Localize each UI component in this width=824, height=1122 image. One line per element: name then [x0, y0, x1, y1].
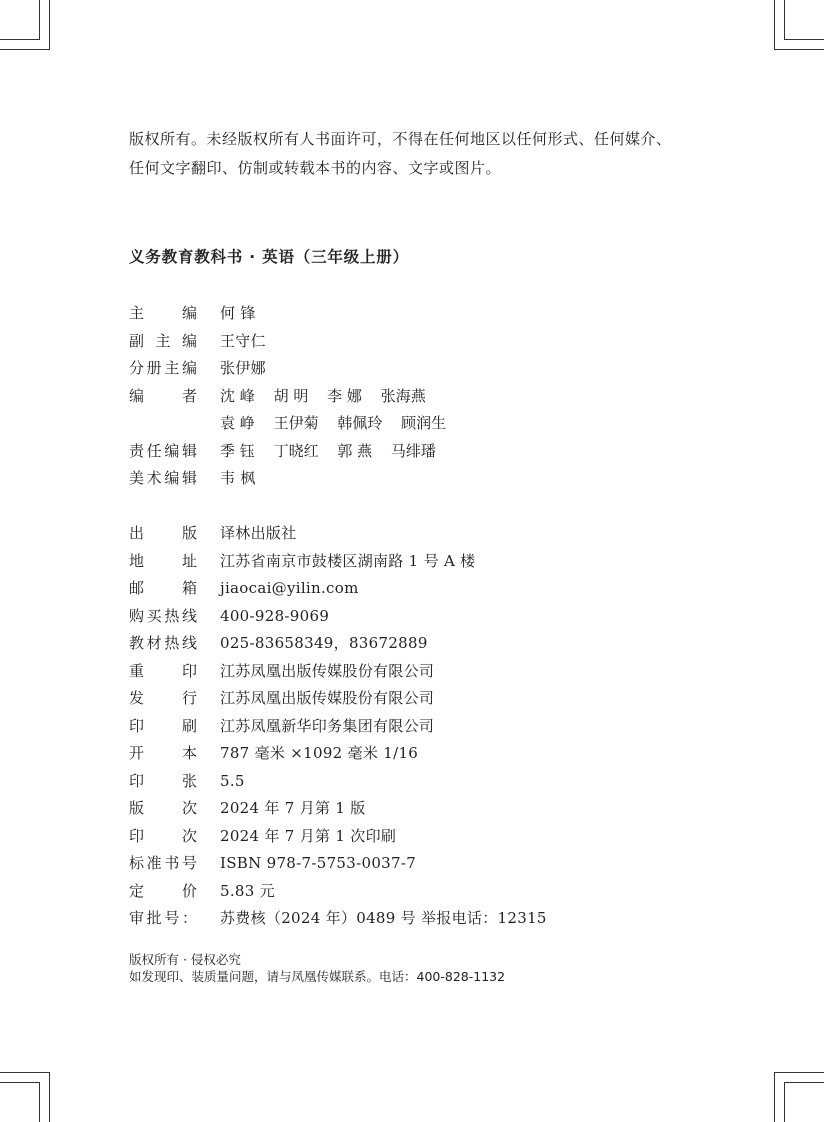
- publication-label: 版 次: [129, 799, 197, 817]
- publication-value: jiaocai@yilin.com: [220, 579, 359, 597]
- copyright-line-1: 版权所有。未经版权所有人书面许可，不得在任何地区以任何形式、任何媒介、: [129, 130, 672, 148]
- publication-label: 印 刷: [129, 716, 197, 735]
- publication-rows: [129, 520, 729, 905]
- crop-mark-top-left-v: [49, 0, 50, 50]
- publication-row: [129, 768, 729, 796]
- publication-row: [129, 740, 729, 768]
- publication-row: [129, 878, 729, 906]
- crop-mark-bottom-right-h: [774, 1072, 824, 1073]
- label-chief-editor: 主 编: [129, 304, 197, 322]
- book-title: 义务教育教科书 · 英语（三年级上册）: [129, 248, 409, 266]
- footer-notice: [129, 951, 505, 985]
- publication-value: 025-83658349，83672889: [220, 634, 428, 652]
- row-authors-2: [129, 410, 729, 438]
- copyright-notice: [129, 125, 729, 183]
- crop-mark-top-right-h2: [784, 39, 824, 40]
- crop-mark-bottom-left-h: [0, 1072, 50, 1073]
- publication-row: [129, 603, 729, 631]
- crop-mark-top-right-v2: [784, 0, 785, 40]
- crop-mark-top-left-h2: [0, 39, 40, 40]
- publication-value: 5.83 元: [220, 881, 275, 900]
- publication-row: [129, 850, 729, 878]
- publication-label: 教 材 热 线: [129, 634, 197, 652]
- value-chief-editor: 何 锋: [220, 304, 256, 322]
- publication-label: 印 张: [129, 771, 197, 790]
- publication-label: 购 买 热 线: [129, 606, 197, 625]
- publication-row: [129, 548, 729, 576]
- row-deputy-editor: [129, 328, 729, 356]
- publication-label: 邮 箱: [129, 579, 197, 597]
- editor-name: 马绯璠: [390, 441, 436, 460]
- crop-mark-top-right-h: [774, 49, 824, 50]
- publication-label: 印 次: [129, 826, 197, 845]
- publication-value: ISBN 978-7-5753-0037-7: [220, 854, 417, 872]
- publication-label: 发 行: [129, 689, 197, 707]
- row-volume-chief: [129, 355, 729, 383]
- spacer: [129, 493, 729, 521]
- author-name: 顾润生: [401, 414, 447, 432]
- footer-line-2: 如发现印、装质量问题，请与凤凰传媒联系。电话：400-828-1132: [129, 969, 506, 984]
- publication-row: [129, 658, 729, 686]
- publication-row: [129, 823, 729, 851]
- crop-mark-bottom-right-h2: [784, 1082, 824, 1083]
- publication-label: 定 价: [129, 881, 197, 900]
- row-approval: [129, 905, 729, 933]
- publication-label: 开 本: [129, 744, 197, 762]
- publication-value: 2024 年 7 月第 1 次印刷: [220, 826, 397, 845]
- label-authors: 编 者: [129, 386, 197, 405]
- row-chief-editor: [129, 300, 729, 328]
- row-responsible-editor: [129, 438, 729, 466]
- responsible-editor-names: [220, 438, 436, 466]
- publication-value: 5.5: [220, 771, 245, 790]
- publication-label: 重 印: [129, 661, 197, 680]
- crop-mark-bottom-right-v2: [784, 1082, 785, 1122]
- editor-name: 郭 燕: [337, 441, 373, 460]
- publication-row: [129, 630, 729, 658]
- publication-value: 译林出版社: [220, 524, 297, 542]
- crop-mark-bottom-right-v: [774, 1072, 775, 1122]
- publication-value: 2024 年 7 月第 1 版: [220, 799, 366, 817]
- editor-name: 季 钰: [220, 441, 255, 460]
- publication-value: 787 毫米 ×1092 毫米 1/16: [220, 744, 419, 762]
- publication-value: 江苏凤凰出版传媒股份有限公司: [220, 661, 435, 680]
- authors-names-1: [220, 383, 426, 411]
- label-deputy-editor: 副 主 编: [129, 331, 197, 350]
- publication-value: 400-928-9069: [220, 606, 330, 625]
- crop-mark-top-left-h: [0, 49, 50, 50]
- author-name: 李 娜: [327, 386, 362, 405]
- row-art-editor: [129, 465, 729, 493]
- publication-label: 地 址: [129, 551, 197, 570]
- author-name: 袁 峥: [220, 414, 255, 432]
- publication-row: [129, 795, 729, 823]
- author-name: 韩佩玲: [337, 414, 383, 432]
- row-authors-1: [129, 383, 729, 411]
- publication-label: 出 版: [129, 524, 197, 542]
- copyright-line-2: 任何文字翻印、仿制或转载本书的内容、文字或图片。: [129, 159, 502, 177]
- publication-value: 江苏省南京市鼓楼区湖南路 1 号 A 楼: [220, 551, 476, 570]
- author-name: 张海燕: [380, 386, 426, 405]
- publication-row: [129, 713, 729, 741]
- footer-line-1: 版权所有 · 侵权必究: [129, 952, 241, 967]
- publication-row: [129, 685, 729, 713]
- author-name: 沈 峰: [220, 386, 255, 405]
- label-responsible-editor: 责 任 编 辑: [129, 441, 197, 460]
- value-deputy-editor: 王守仁: [220, 331, 266, 350]
- publication-row: [129, 520, 729, 548]
- colophon-table: [129, 300, 729, 933]
- author-name: 王伊菊: [273, 414, 319, 432]
- crop-mark-bottom-left-h2: [0, 1082, 40, 1083]
- label-approval: 审 批 号 ：: [129, 909, 197, 927]
- editor-name: 丁晓红: [273, 441, 319, 460]
- value-art-editor: 韦 枫: [220, 469, 256, 487]
- author-name: 胡 明: [273, 386, 309, 405]
- publication-value: 江苏凤凰新华印务集团有限公司: [220, 716, 435, 735]
- label-art-editor: 美 术 编 辑: [129, 469, 197, 487]
- publication-value: 江苏凤凰出版传媒股份有限公司: [220, 689, 435, 707]
- crop-mark-bottom-left-v2: [39, 1082, 40, 1122]
- crop-mark-bottom-left-v: [49, 1072, 50, 1122]
- label-volume-chief: 分 册 主 编: [129, 359, 197, 377]
- value-approval: 苏费核（2024 年）0489 号 举报电话：12315: [220, 909, 547, 927]
- publication-label: 标 准 书 号: [129, 854, 197, 872]
- crop-mark-top-left-v2: [39, 0, 40, 40]
- crop-mark-top-right-v: [774, 0, 775, 50]
- value-volume-chief: 张伊娜: [220, 359, 266, 377]
- authors-names-2: [220, 410, 446, 438]
- publication-row: [129, 575, 729, 603]
